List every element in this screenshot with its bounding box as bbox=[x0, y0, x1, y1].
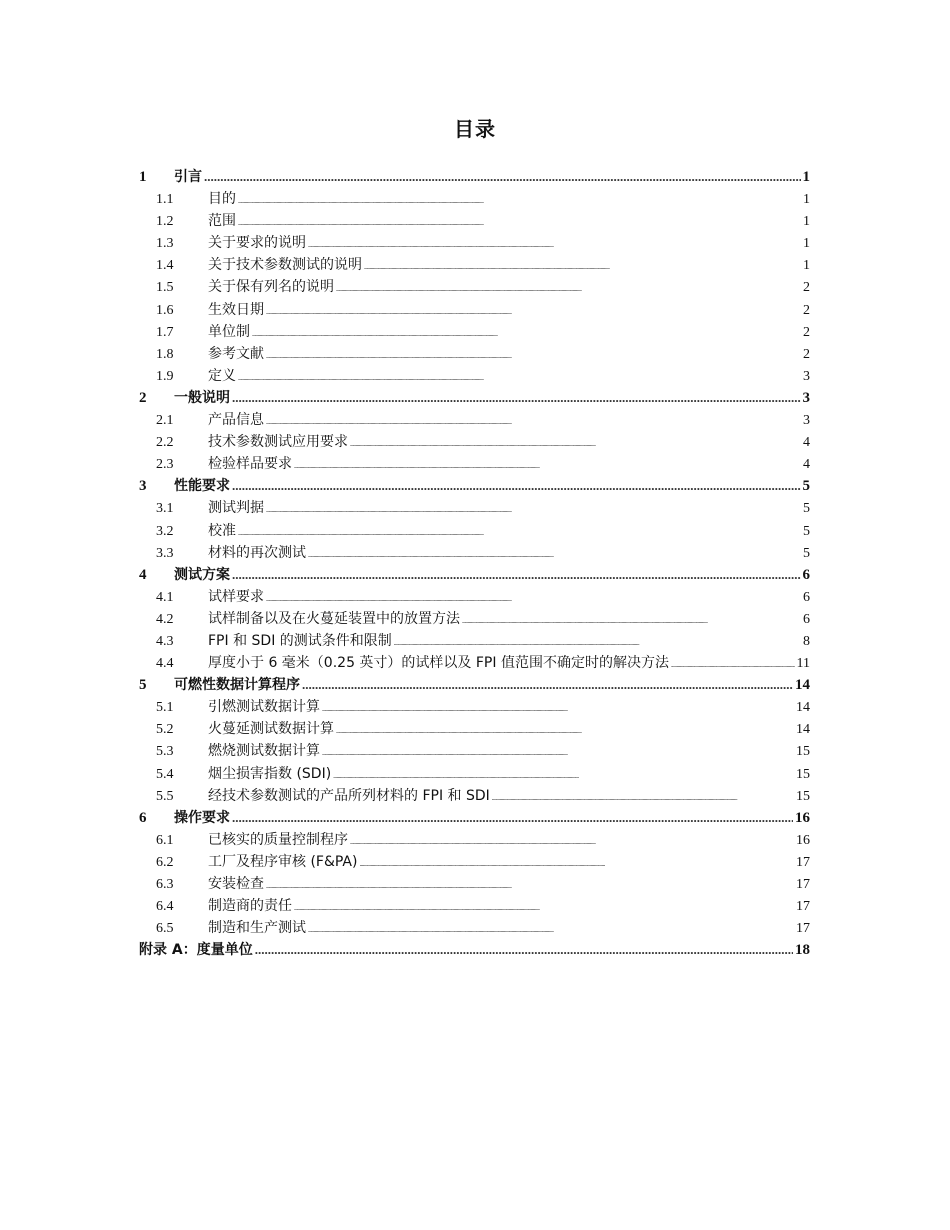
toc-chapter-entry[interactable] bbox=[139, 674, 810, 696]
toc-entry-page-number: 2 bbox=[803, 346, 810, 362]
dot-leader bbox=[252, 323, 801, 345]
toc-entry-title: 经技术参数测试的产品所列材料的 FPI 和 SDI bbox=[208, 787, 490, 804]
toc-entry-page-number: 5 bbox=[802, 478, 810, 495]
toc-entry-number: 2.3 bbox=[156, 457, 174, 473]
toc-entry-number: 6.2 bbox=[156, 854, 174, 870]
toc-entry-number: 5.4 bbox=[156, 766, 174, 782]
dot-leader bbox=[671, 654, 795, 676]
toc-section-entry[interactable] bbox=[139, 453, 810, 475]
dot-leader bbox=[322, 698, 794, 720]
toc-entry-number: 6.4 bbox=[156, 899, 174, 915]
toc-entry-title: 关于要求的说明 bbox=[208, 235, 306, 252]
toc-entry-title: 可燃性数据计算程序 bbox=[174, 677, 300, 694]
toc-section-entry[interactable] bbox=[139, 917, 810, 939]
toc-entry-title: 定义 bbox=[208, 367, 236, 384]
toc-entry-number: 1.3 bbox=[156, 236, 174, 252]
dot-leader bbox=[266, 499, 801, 521]
dot-leader bbox=[308, 919, 794, 941]
toc-entry-number: 1.7 bbox=[156, 324, 174, 340]
toc-entry-page-number: 15 bbox=[796, 744, 810, 760]
toc-entry-number: 1.4 bbox=[156, 258, 174, 274]
toc-section-entry[interactable] bbox=[139, 254, 810, 276]
toc-entry-page-number: 18 bbox=[795, 942, 810, 959]
toc-entry-number: 2 bbox=[139, 389, 147, 406]
toc-entry-number: 6 bbox=[139, 809, 147, 826]
toc-section-entry[interactable] bbox=[139, 188, 810, 210]
toc-entry-number: 1.1 bbox=[156, 192, 174, 208]
toc-section-entry[interactable] bbox=[139, 630, 810, 652]
toc-entry-page-number: 5 bbox=[803, 523, 810, 539]
toc-entry-number: 1.5 bbox=[156, 280, 174, 296]
toc-entry-page-number: 1 bbox=[802, 169, 810, 185]
toc-entry-number: 5.3 bbox=[156, 744, 174, 760]
toc-entry-title: 已核实的质量控制程序 bbox=[208, 831, 348, 848]
toc-entry-title: 范围 bbox=[208, 213, 236, 230]
toc-entry-page-number: 5 bbox=[803, 545, 810, 561]
dot-leader bbox=[238, 367, 801, 389]
dot-leader bbox=[336, 720, 794, 742]
toc-entry-title: 单位制 bbox=[208, 323, 250, 340]
toc-entry-title: 校准 bbox=[208, 522, 236, 539]
toc-entry-number: 3.1 bbox=[156, 501, 174, 517]
toc-entry-number: 6.3 bbox=[156, 877, 174, 892]
toc-entry-page-number: 5 bbox=[803, 501, 810, 517]
toc-entry-page-number: 2 bbox=[803, 302, 810, 318]
toc-entry-page-number: 1 bbox=[803, 258, 810, 274]
toc-entry-page-number: 16 bbox=[796, 832, 810, 848]
toc-entry-number: 5.5 bbox=[156, 788, 174, 804]
toc-section-entry[interactable] bbox=[139, 829, 810, 851]
toc-section-entry[interactable] bbox=[139, 873, 810, 895]
toc-entry-number: 1.2 bbox=[156, 214, 174, 230]
toc-entry-number: 4.2 bbox=[156, 611, 174, 627]
dot-leader bbox=[350, 433, 801, 455]
toc-entry-page-number: 6 bbox=[802, 566, 810, 583]
toc-entry-number: 5.1 bbox=[156, 700, 174, 716]
toc-section-entry[interactable] bbox=[139, 763, 810, 785]
toc-entry-number: 6.5 bbox=[156, 921, 174, 937]
toc-entry-title: 目的 bbox=[208, 191, 236, 208]
dot-leader bbox=[350, 831, 794, 853]
toc-entry-page-number: 17 bbox=[796, 877, 810, 892]
toc-entry-title: 火蔓延测试数据计算 bbox=[208, 721, 334, 738]
toc-entry-number: 3 bbox=[139, 478, 147, 495]
dot-leader bbox=[266, 588, 801, 610]
toc-entry-page-number: 1 bbox=[803, 192, 810, 208]
dot-leader bbox=[232, 807, 793, 829]
toc-entry-number: 2.1 bbox=[156, 413, 174, 429]
toc-entry-number: 3.2 bbox=[156, 523, 174, 539]
toc-entry-title: FPI 和 SDI 的测试条件和限制 bbox=[208, 632, 392, 649]
dot-leader bbox=[294, 897, 794, 919]
page-title: 目录 bbox=[454, 117, 496, 141]
toc-section-entry[interactable] bbox=[139, 343, 810, 365]
toc-entry-title: 检验样品要求 bbox=[208, 456, 292, 473]
toc-entry-title: 生效日期 bbox=[208, 301, 264, 318]
toc-entry-page-number: 17 bbox=[796, 899, 810, 915]
toc-entry-number: 4 bbox=[139, 566, 147, 583]
dot-leader bbox=[238, 190, 801, 212]
dot-leader bbox=[232, 564, 801, 586]
table-of-contents bbox=[139, 166, 810, 961]
dot-leader bbox=[322, 742, 794, 764]
toc-entry-title: 技术参数测试应用要求 bbox=[208, 434, 348, 451]
toc-section-entry[interactable] bbox=[139, 321, 810, 343]
toc-entry-number: 1.8 bbox=[156, 346, 174, 362]
toc-entry-page-number: 6 bbox=[803, 589, 810, 605]
toc-section-entry[interactable] bbox=[139, 785, 810, 807]
toc-section-entry[interactable] bbox=[139, 299, 810, 321]
toc-chapter-entry[interactable] bbox=[139, 387, 810, 409]
toc-section-entry[interactable] bbox=[139, 586, 810, 608]
dot-leader bbox=[308, 234, 801, 256]
toc-section-entry[interactable] bbox=[139, 652, 810, 674]
toc-entry-title: 试样制备以及在火蔓延装置中的放置方法 bbox=[208, 610, 460, 627]
dot-leader bbox=[266, 301, 801, 323]
toc-section-entry[interactable] bbox=[139, 276, 810, 298]
toc-chapter-entry[interactable] bbox=[139, 939, 810, 961]
toc-entry-title: 烟尘损害指数 (SDI) bbox=[208, 765, 332, 782]
toc-entry-title: 测试方案 bbox=[174, 566, 230, 583]
dot-leader bbox=[266, 345, 801, 367]
toc-entry-page-number: 4 bbox=[803, 435, 810, 451]
toc-entry-page-number: 16 bbox=[795, 809, 810, 826]
toc-entry-title: 厚度小于 6 毫米（0.25 英寸）的试样以及 FPI 值范围不确定时的解决方法 bbox=[208, 655, 669, 672]
toc-section-entry[interactable] bbox=[139, 232, 810, 254]
toc-entry-page-number: 15 bbox=[796, 788, 810, 804]
toc-entry-title: 引燃测试数据计算 bbox=[208, 699, 320, 716]
toc-entry-number: 5 bbox=[139, 677, 147, 694]
dot-leader bbox=[462, 610, 801, 632]
toc-entry-page-number: 17 bbox=[796, 921, 810, 937]
toc-entry-page-number: 15 bbox=[796, 766, 810, 782]
dot-leader bbox=[294, 455, 801, 477]
toc-entry-title: 附录 A：度量单位 bbox=[139, 942, 253, 959]
toc-section-entry[interactable] bbox=[139, 520, 810, 542]
toc-entry-number: 3.3 bbox=[156, 545, 174, 561]
toc-entry-title: 燃烧测试数据计算 bbox=[208, 743, 320, 760]
toc-entry-title: 操作要求 bbox=[174, 809, 230, 826]
toc-entry-title: 引言 bbox=[174, 169, 202, 185]
dot-leader bbox=[492, 787, 794, 809]
toc-chapter-entry[interactable] bbox=[139, 807, 810, 829]
toc-entry-title: 试样要求 bbox=[208, 588, 264, 605]
dot-leader bbox=[364, 256, 801, 278]
toc-chapter-entry[interactable] bbox=[139, 475, 810, 497]
toc-entry-title: 产品信息 bbox=[208, 412, 264, 429]
toc-entry-number: 1.9 bbox=[156, 368, 174, 384]
toc-entry-title: 关于技术参数测试的说明 bbox=[208, 257, 362, 274]
dot-leader bbox=[394, 632, 801, 654]
toc-entry-number: 4.1 bbox=[156, 589, 174, 605]
toc-entry-number: 1.6 bbox=[156, 302, 174, 318]
toc-entry-title: 关于保有列名的说明 bbox=[208, 279, 334, 296]
toc-section-entry[interactable] bbox=[139, 542, 810, 564]
toc-entry-page-number: 11 bbox=[796, 656, 810, 672]
dot-leader bbox=[266, 411, 801, 433]
toc-entry-page-number: 2 bbox=[803, 280, 810, 296]
toc-entry-page-number: 17 bbox=[796, 854, 810, 870]
toc-entry-number: 4.3 bbox=[156, 633, 174, 649]
toc-section-entry[interactable] bbox=[139, 409, 810, 431]
toc-entry-page-number: 6 bbox=[803, 611, 810, 627]
dot-leader bbox=[255, 939, 793, 961]
toc-entry-page-number: 8 bbox=[803, 633, 810, 649]
toc-entry-page-number: 3 bbox=[803, 368, 810, 384]
toc-section-entry[interactable] bbox=[139, 431, 810, 453]
toc-entry-number: 2.2 bbox=[156, 435, 174, 451]
toc-section-entry[interactable] bbox=[139, 718, 810, 740]
dot-leader bbox=[238, 522, 801, 544]
toc-entry-page-number: 4 bbox=[803, 457, 810, 473]
toc-entry-title: 性能要求 bbox=[174, 478, 230, 495]
toc-entry-number: 6.1 bbox=[156, 832, 174, 848]
dot-leader bbox=[333, 765, 794, 787]
toc-chapter-entry[interactable] bbox=[139, 564, 810, 586]
toc-entry-title: 材料的再次测试 bbox=[208, 544, 306, 561]
toc-section-entry[interactable] bbox=[139, 210, 810, 232]
dot-leader bbox=[204, 166, 801, 188]
toc-entry-title: 一般说明 bbox=[174, 389, 230, 406]
toc-entry-page-number: 2 bbox=[803, 324, 810, 340]
toc-section-entry[interactable] bbox=[139, 365, 810, 387]
toc-entry-title: 制造商的责任 bbox=[208, 898, 292, 915]
toc-entry-page-number: 1 bbox=[803, 214, 810, 230]
dot-leader bbox=[266, 875, 794, 897]
toc-entry-page-number: 14 bbox=[796, 722, 810, 738]
dot-leader bbox=[336, 278, 801, 300]
toc-entry-page-number: 1 bbox=[803, 236, 810, 252]
dot-leader bbox=[232, 387, 801, 409]
toc-entry-title: 安装检查 bbox=[208, 876, 264, 892]
dot-leader bbox=[302, 674, 793, 696]
toc-entry-title: 工厂及程序审核 (F&PA) bbox=[208, 853, 358, 870]
dot-leader bbox=[232, 475, 801, 497]
toc-section-entry[interactable] bbox=[139, 608, 810, 630]
toc-section-entry[interactable] bbox=[139, 851, 810, 873]
toc-entry-number: 1 bbox=[139, 169, 147, 185]
toc-section-entry[interactable] bbox=[139, 740, 810, 762]
toc-entry-page-number: 3 bbox=[803, 413, 810, 429]
toc-section-entry[interactable] bbox=[139, 696, 810, 718]
toc-section-entry[interactable] bbox=[139, 895, 810, 917]
toc-chapter-entry[interactable] bbox=[139, 166, 810, 188]
toc-section-entry[interactable] bbox=[139, 497, 810, 519]
toc-entry-title: 制造和生产测试 bbox=[208, 920, 306, 937]
toc-entry-number: 5.2 bbox=[156, 722, 174, 738]
toc-entry-page-number: 3 bbox=[802, 389, 810, 406]
dot-leader bbox=[308, 544, 801, 566]
dot-leader bbox=[359, 853, 794, 875]
toc-entry-number: 4.4 bbox=[156, 656, 174, 672]
toc-entry-title: 参考文献 bbox=[208, 345, 264, 362]
toc-entry-title: 测试判据 bbox=[208, 500, 264, 517]
toc-entry-page-number: 14 bbox=[795, 677, 810, 694]
dot-leader bbox=[238, 212, 801, 234]
toc-entry-page-number: 14 bbox=[796, 700, 810, 716]
